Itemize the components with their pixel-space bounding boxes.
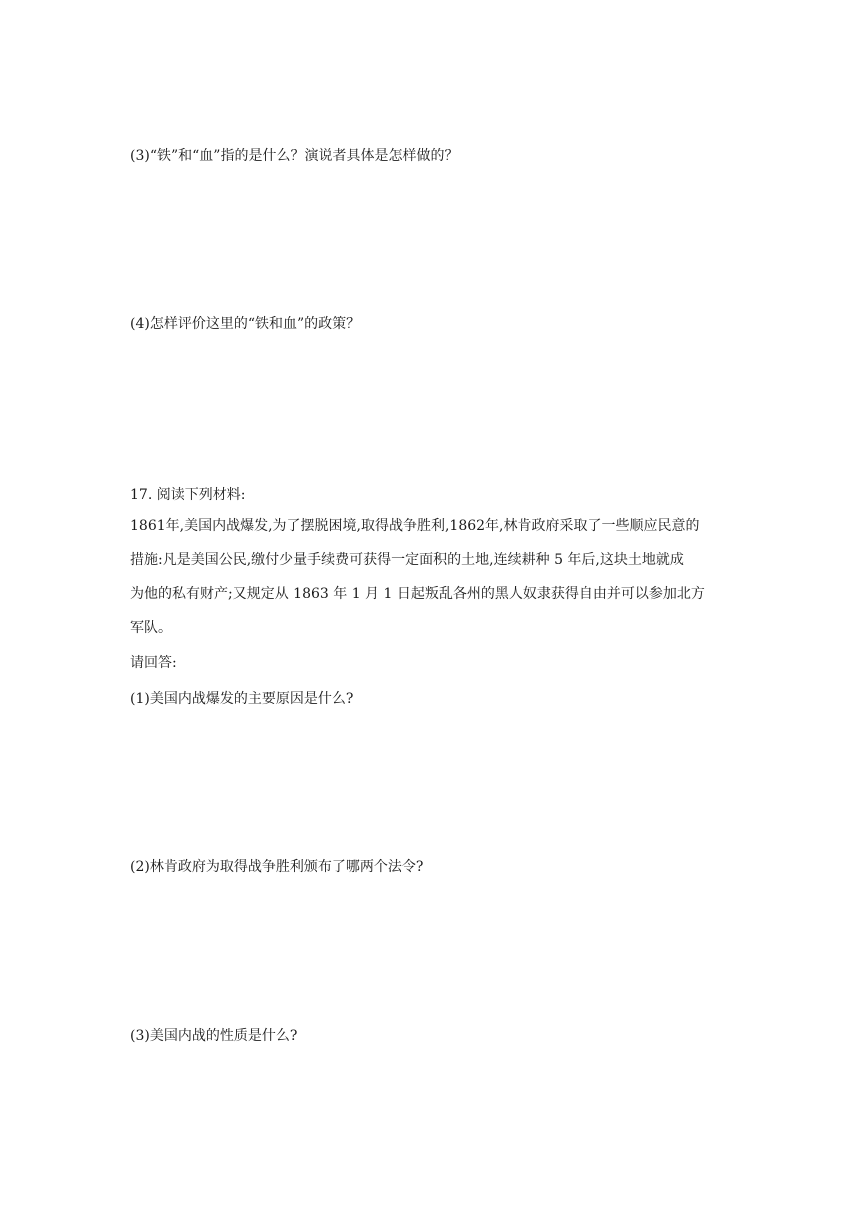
- question-17-part-2: (2)林肯政府为取得战争胜利颁布了哪两个法令?: [130, 859, 424, 875]
- question-17-part-1: (1)美国内战爆发的主要原因是什么?: [130, 691, 354, 707]
- question-16-part-3: (3)“铁”和“血”指的是什么？演说者具体是怎样做的？: [130, 148, 459, 164]
- question-17-material: [130, 509, 742, 645]
- question-16-part-4: (4)怎样评价这里的“铁和血”的政策？: [130, 316, 361, 332]
- question-17-part-3: (3)美国内战的性质是什么?: [130, 1028, 298, 1044]
- question-17-prompt: 请回答:: [130, 655, 177, 671]
- material-line: 军队。: [130, 620, 172, 636]
- material-line: 1861年,美国内战爆发,为了摆脱困境,取得战争胜利,1862年,林肯政府采取了一些顺应民意的: [130, 518, 700, 534]
- material-line: 为他的私有财产;又规定从 1863 年 1 月 1 日起叛乱各州的黑人奴隶获得自由并可以参加北方: [130, 586, 705, 602]
- question-17-heading: 17. 阅读下列材料:: [130, 487, 246, 503]
- material-line: 措施:凡是美国公民,缴付少量手续费可获得一定面积的土地,连续耕种 5 年后,这块土地就成: [130, 552, 684, 568]
